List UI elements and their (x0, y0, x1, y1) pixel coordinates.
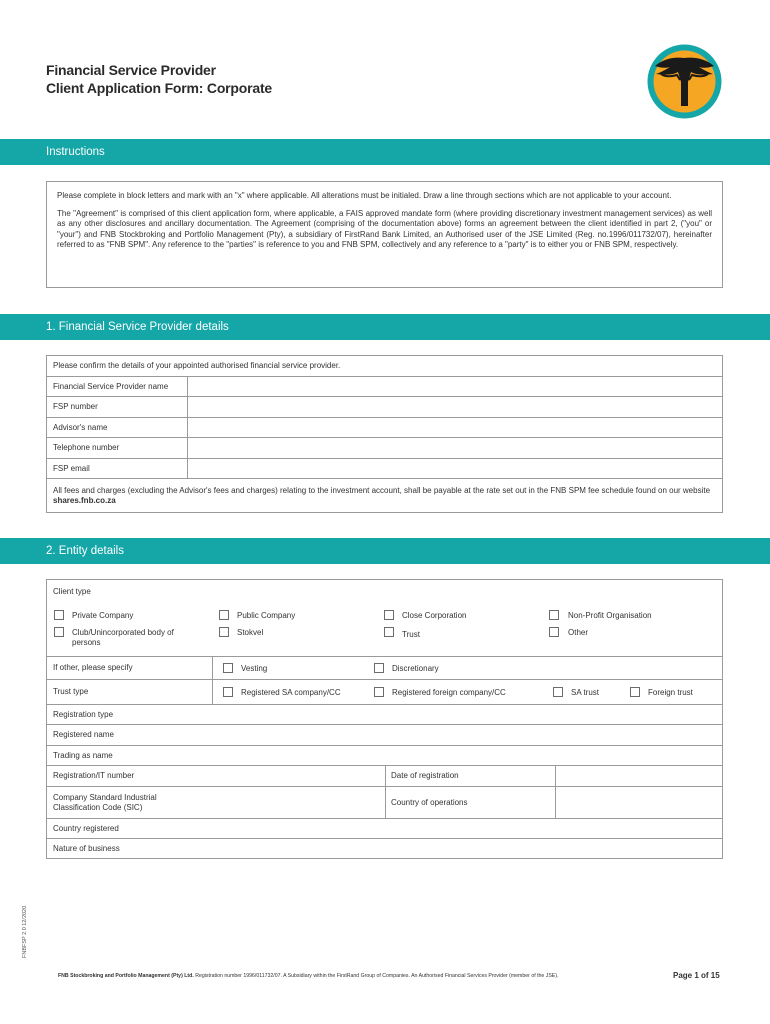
club-label: Club/Unincorporated body of persons (72, 628, 174, 647)
registered-foreign-company-label: Registered foreign company/CC (392, 688, 506, 697)
trust-type-row (46, 680, 723, 705)
title-line-2: Client Application Form: Corporate (46, 80, 273, 96)
instructions-box (46, 181, 723, 288)
non-profit-label: Non-Profit Organisation (568, 611, 652, 620)
footer-company: FNB Stockbroking and Portfolio Management (Pty) Ltd. (58, 973, 194, 979)
club-checkbox[interactable] (54, 627, 64, 637)
date-of-registration-label: Date of registration (391, 771, 459, 780)
sa-trust-label: SA trust (571, 688, 600, 697)
fees-note (53, 486, 716, 506)
footer-registration: Registration number 1996/011732/07. A Subsidiary within the FirstRand Group of Companies. An Authorised Financial Services Provider (member of the JSE). (195, 973, 559, 979)
if-other-label: If other, please specify (53, 663, 133, 672)
telephone-label: Telephone number (53, 443, 120, 452)
fsp-number-label: FSP number (53, 402, 98, 411)
registered-name-row[interactable] (46, 725, 723, 746)
instructions-paragraph-1: Please complete in block letters and mark with an "x" where applicable. All alterations must be initialed. Draw a line through sections which are not applicable to your account. (57, 191, 672, 200)
public-company-label: Public Company (237, 611, 296, 620)
trust-label: Trust (402, 630, 420, 639)
non-profit-checkbox[interactable] (549, 610, 559, 620)
page-number: Page 1 of 15 (673, 971, 720, 980)
advisor-name-row[interactable] (46, 418, 723, 438)
fsp-email-label: FSP email (53, 463, 90, 473)
registered-name-label: Registered name (53, 730, 114, 739)
registration-type-row[interactable] (46, 705, 723, 725)
private-company-checkbox[interactable] (54, 610, 64, 620)
fees-note-row (46, 479, 723, 513)
sa-trust-checkbox[interactable] (553, 687, 563, 697)
registration-number-row[interactable] (46, 766, 723, 787)
foreign-trust-checkbox[interactable] (630, 687, 640, 697)
fnb-logo-icon (647, 44, 722, 119)
fsp-name-label: Financial Service Provider name (53, 381, 169, 391)
trust-type-label: Trust type (53, 687, 89, 696)
sic-label: Company Standard Industrial Classification Code (SIC) (53, 792, 157, 812)
form-title (46, 61, 272, 97)
vesting-checkbox[interactable] (223, 663, 233, 673)
fsp-intro-text: Please confirm the details of your appointed authorised financial service provider. (53, 361, 341, 370)
section-1-header: 1. Financial Service Provider details (0, 314, 770, 340)
if-other-row (46, 657, 723, 680)
nature-of-business-label: Nature of business (53, 843, 120, 853)
other-label: Other (568, 628, 589, 637)
registration-number-label: Registration/IT number (53, 771, 135, 780)
private-company-label: Private Company (72, 611, 134, 620)
advisor-name-label: Advisor's name (53, 422, 108, 432)
trust-checkbox[interactable] (384, 627, 394, 637)
fees-note-text: All fees and charges (excluding the Advisor's fees and charges) relating to the investment account, shall be payable at the rate set out in the FNB SPM fee schedule found on our website (53, 485, 711, 495)
country-of-operations-label: Country of operations (391, 797, 468, 807)
trading-name-label: Trading as name (53, 750, 113, 760)
registered-foreign-company-checkbox[interactable] (374, 687, 384, 697)
fsp-number-row[interactable] (46, 397, 723, 418)
country-registered-row[interactable] (46, 819, 723, 839)
foreign-trust-label: Foreign trust (648, 688, 693, 697)
trading-name-row[interactable] (46, 746, 723, 766)
close-corporation-checkbox[interactable] (384, 610, 394, 620)
website-link[interactable]: shares.fnb.co.za (53, 495, 116, 505)
form-code: FNBFSP 2.0 12/2020 (22, 905, 28, 958)
client-type-row (46, 579, 723, 657)
telephone-row[interactable] (46, 438, 723, 459)
fsp-email-row[interactable] (46, 459, 723, 479)
other-checkbox[interactable] (549, 627, 559, 637)
stokvel-label: Stokvel (237, 628, 264, 637)
title-line-1: Financial Service Provider (46, 62, 216, 78)
footer-text (58, 973, 558, 979)
stokvel-checkbox[interactable] (219, 627, 229, 637)
registration-type-label: Registration type (53, 709, 114, 719)
instructions-paragraph-2: The "Agreement" is comprised of this client application form, where applicable, a FAIS approved mandate form (where providing discretionary investment management services) as well as any other disclosures and ancillary documentation. The Agreement (comprising of the documentation above) forms an agreement between the client identified in part 2, ("you" or "your") and FNB Stockbroking and Portfolio Management (Pty), a subsidiary of FirstRand Bank Limited, an Authorised user of the JSE Limited (Reg. no.1996/011732/07), hereinafter referred to as "FNB SPM". Any reference to the "parties" is reference to you and FNB SPM, collectively and any reference to a "party" is to either you or FNB SPM, respectively. (57, 208, 712, 250)
registered-sa-company-label: Registered SA company/CC (241, 688, 341, 697)
vesting-label: Vesting (241, 664, 268, 673)
sic-row[interactable] (46, 787, 723, 819)
instructions-header: Instructions (0, 139, 770, 165)
public-company-checkbox[interactable] (219, 610, 229, 620)
nature-of-business-row[interactable] (46, 839, 723, 859)
discretionary-checkbox[interactable] (374, 663, 384, 673)
fsp-name-row[interactable] (46, 377, 723, 397)
close-corporation-label: Close Corporation (402, 611, 467, 620)
registered-sa-company-checkbox[interactable] (223, 687, 233, 697)
country-registered-label: Country registered (53, 823, 119, 833)
discretionary-label: Discretionary (392, 664, 439, 673)
client-type-label: Client type (53, 587, 91, 596)
fsp-intro-row (46, 355, 723, 377)
section-2-header: 2. Entity details (0, 538, 770, 564)
